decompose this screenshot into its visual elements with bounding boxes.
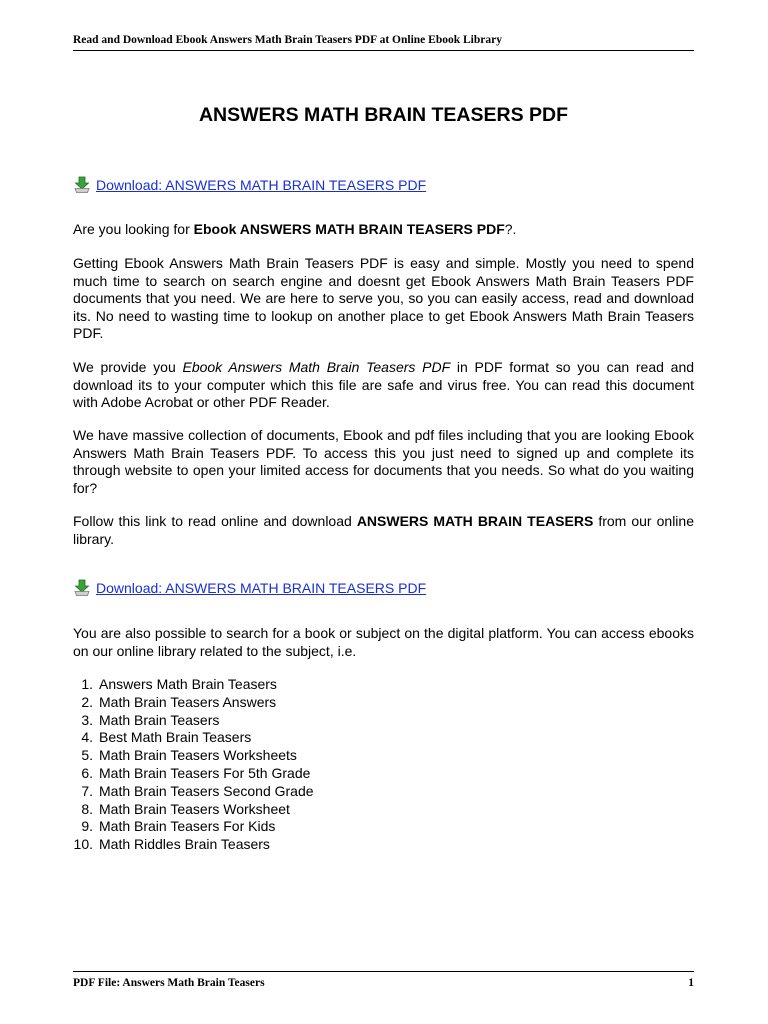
list-item: 6. Math Brain Teasers For 5th Grade bbox=[81, 764, 311, 781]
list-item: 2. Math Brain Teasers Answers bbox=[81, 693, 277, 710]
paragraph-search: You are also possible to search for a book or subject on the digital platform. You can access ebooks on our online library related to the subject, i.e. bbox=[73, 625, 694, 659]
related-subjects-list bbox=[73, 676, 473, 854]
page-number: 1 bbox=[688, 977, 694, 989]
list-item: 9. Math Brain Teasers For Kids bbox=[81, 818, 276, 835]
page-title: ANSWERS MATH BRAIN TEASERS PDF bbox=[198, 104, 569, 126]
paragraph-follow: Follow this link to read online and download ANSWERS MATH BRAIN TEASERS from our online library. bbox=[73, 513, 694, 547]
download-link-label[interactable]: Download: ANSWERS MATH BRAIN TEASERS PDF bbox=[96, 177, 427, 193]
list-item: 1. Answers Math Brain Teasers bbox=[81, 676, 277, 692]
list-item: 5. Math Brain Teasers Worksheets bbox=[81, 747, 297, 764]
list-item: 8. Math Brain Teasers Worksheet bbox=[81, 800, 290, 817]
download-link-label[interactable]: Download: ANSWERS MATH BRAIN TEASERS PDF bbox=[96, 580, 427, 596]
download-link-top[interactable] bbox=[73, 175, 426, 195]
list-item: 7. Math Brain Teasers Second Grade bbox=[81, 782, 314, 799]
list-item: 3. Math Brain Teasers bbox=[81, 711, 220, 728]
download-link-bottom[interactable] bbox=[73, 578, 426, 598]
footer-file-label: PDF File: Answers Math Brain Teasers bbox=[73, 977, 265, 989]
running-header: Read and Download Ebook Answers Math Brain Teasers PDF at Online Ebook Library bbox=[73, 33, 694, 51]
running-footer bbox=[73, 971, 694, 990]
intro-paragraph: Are you looking for Ebook ANSWERS MATH BRAIN TEASERS PDF?. bbox=[73, 221, 517, 237]
paragraph-collection: We have massive collection of documents, Ebook and pdf files including that you are looking Ebook Answers Math Brain Teasers PDF. To access this you just need to signed up and complete its through website to open your limited access for documents that you needs. So what do you waiting for? bbox=[73, 427, 694, 496]
list-item: 10. Math Riddles Brain Teasers bbox=[73, 836, 270, 853]
list-item: 4. Best Math Brain Teasers bbox=[81, 729, 252, 746]
paragraph-getting: Getting Ebook Answers Math Brain Teasers PDF is easy and simple. Mostly you need to spend much time to search on search engine and doesnt get Ebook Answers Math Brain Teasers PDF documents that you need. We are here to serve you, so you can easily access, read and download its. No need to wasting time to lookup on another place to get Ebook Answers Math Brain Teasers PDF. bbox=[73, 255, 694, 341]
provide-italic: Ebook Answers Math Brain Teasers PDF bbox=[182, 359, 451, 375]
download-icon bbox=[73, 579, 91, 597]
paragraph-provide: We provide you Ebook Answers Math Brain Teasers PDF in PDF format so you can read and download its to your computer which this file are safe and virus free. You can read this document with Adobe Acrobat or other PDF Reader. bbox=[73, 359, 695, 410]
download-icon bbox=[73, 176, 91, 194]
follow-bold: ANSWERS MATH BRAIN TEASERS bbox=[356, 513, 594, 529]
intro-bold: Ebook ANSWERS MATH BRAIN TEASERS PDF bbox=[193, 221, 505, 237]
